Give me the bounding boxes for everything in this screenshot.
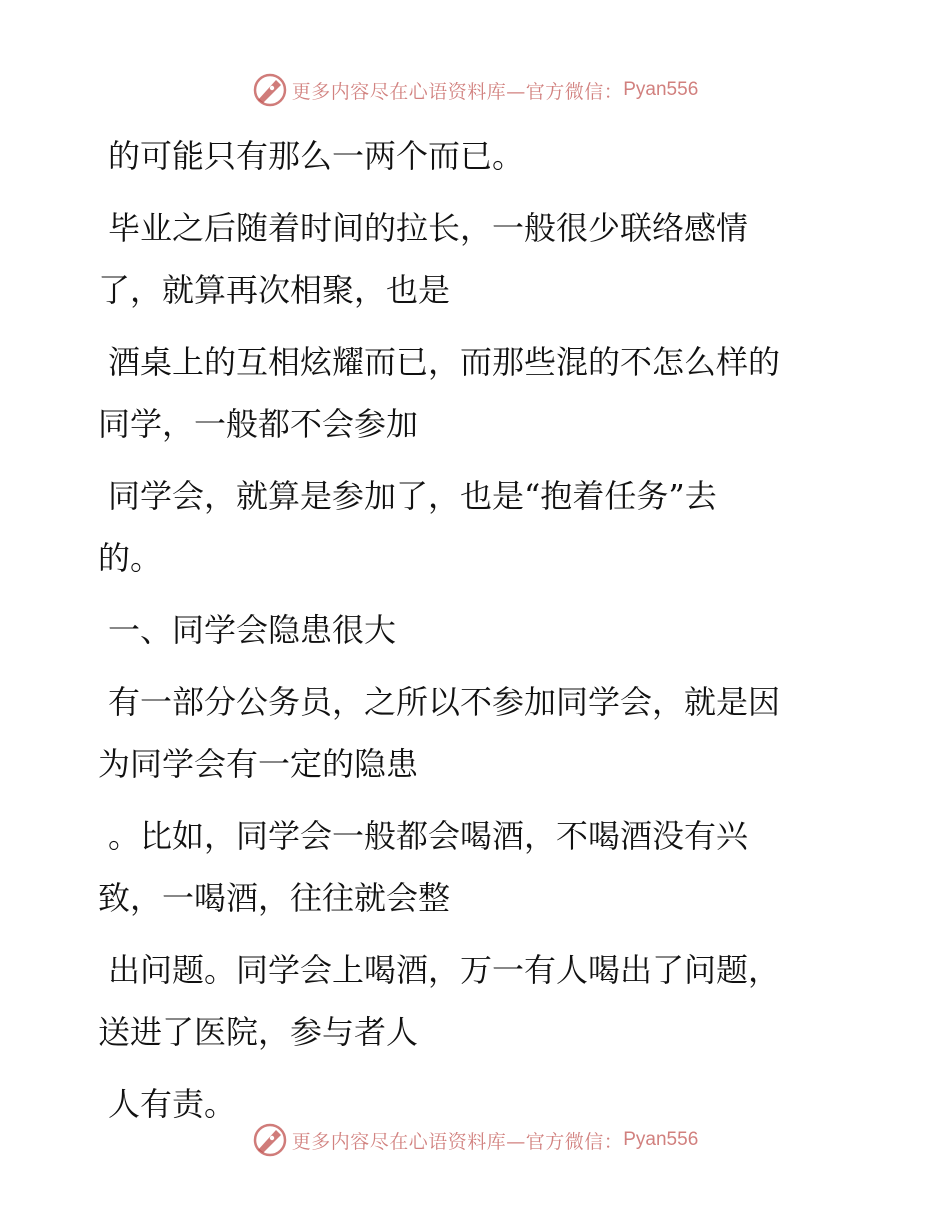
text-line: 有一部分公务员，之所以不参加同学会，就是因 xyxy=(108,683,781,721)
watermark-text: 更多内容尽在心语资料库—官方微信： xyxy=(291,80,624,103)
paragraph xyxy=(98,939,858,1063)
paragraph xyxy=(98,125,858,187)
text-line: 为同学会有一定的隐患 xyxy=(98,745,419,783)
text-line: 的可能只有那么一两个而已。 xyxy=(108,137,525,175)
text-line: 送进了医院，参与者人 xyxy=(98,1013,419,1051)
text-line: 同学会，就算是参加了，也是“抱着任务”去 xyxy=(108,477,717,515)
text-line: 致，一喝酒，往往就会整 xyxy=(98,879,451,917)
text-line: 出问题。同学会上喝酒，万一有人喝出了问题， xyxy=(108,951,781,989)
heading-text: 一、同学会隐患很大 xyxy=(108,611,397,649)
section-heading xyxy=(98,599,858,661)
pen-nib-logo-icon xyxy=(252,1122,288,1158)
text-line: 毕业之后随着时间的拉长，一般很少联络感情 xyxy=(108,209,749,247)
header-watermark xyxy=(0,70,950,110)
text-line: 同学，一般都不会参加 xyxy=(98,405,419,443)
footer-watermark xyxy=(0,1120,950,1160)
watermark-text: 更多内容尽在心语资料库—官方微信： xyxy=(291,1130,624,1153)
text-line: 酒桌上的互相炫耀而已，而那些混的不怎么样的 xyxy=(108,343,781,381)
paragraph xyxy=(98,671,858,795)
text-line: 人有责。 xyxy=(108,1085,237,1123)
pen-nib-logo-icon xyxy=(252,72,288,108)
watermark-wechat-id: Pyan556 xyxy=(623,79,699,100)
text-line: 的。 xyxy=(98,539,163,577)
paragraph xyxy=(98,805,858,929)
paragraph xyxy=(98,331,858,455)
paragraph xyxy=(98,465,858,589)
text-line: 。比如，同学会一般都会喝酒，不喝酒没有兴 xyxy=(108,817,749,855)
watermark-wechat-id: Pyan556 xyxy=(623,1129,699,1150)
document-body xyxy=(98,125,858,1145)
text-line: 了，就算再次相聚，也是 xyxy=(98,271,451,309)
paragraph xyxy=(98,197,858,321)
